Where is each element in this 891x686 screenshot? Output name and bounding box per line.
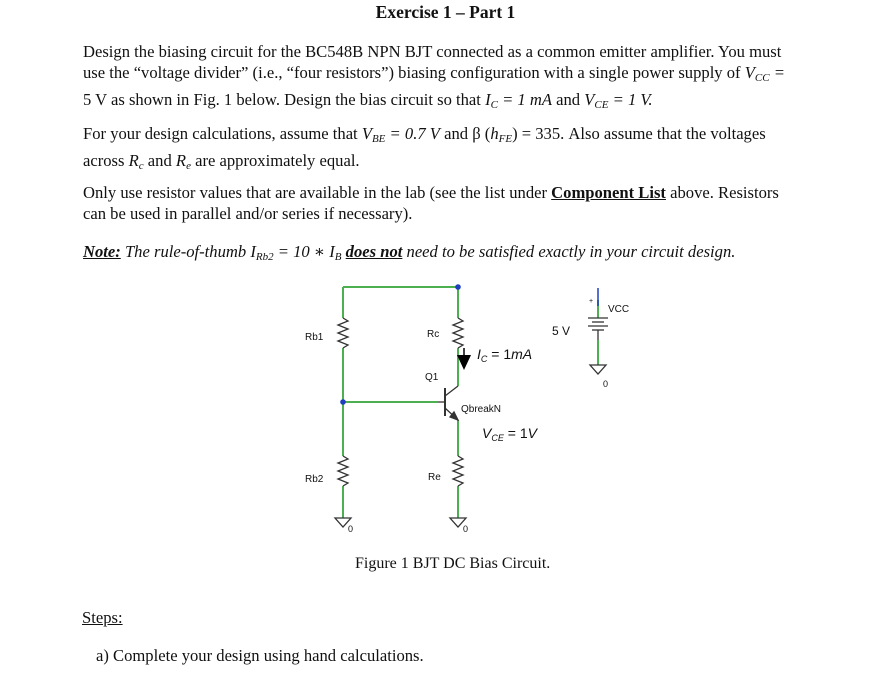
para3-line1 xyxy=(83,182,851,203)
para3-line1-text: Only use resistor values that are available in the lab (see the list under xyxy=(83,183,552,202)
para1-line2 xyxy=(83,62,851,89)
vcc-equation: $V_{CC}$ = xyxy=(744,63,785,84)
wires xyxy=(343,287,598,518)
para2-line2: across $R_c$ and $R_e$ are approximately equal. xyxy=(83,151,360,172)
vcc-label: VCC xyxy=(608,304,630,315)
rb1-resistor xyxy=(338,318,348,348)
note-label: Note: xyxy=(83,242,121,261)
para1-line3-text: 5 V as shown in Fig. 1 below. Design the bias circuit so that xyxy=(83,90,486,109)
note xyxy=(83,241,851,268)
paragraph-3 xyxy=(83,182,851,224)
ground-label: 0 xyxy=(463,524,469,534)
note-text: The rule-of-thumb xyxy=(120,242,251,261)
component-list-link[interactable]: Component List xyxy=(551,183,666,202)
ground-label: 0 xyxy=(603,379,609,389)
note-text-end: need to be satisfied exactly in your circuit design. xyxy=(402,242,736,261)
ic-equation: $I_C = 1$ mA xyxy=(485,90,552,111)
and-text: and xyxy=(552,90,585,109)
para1-line3 xyxy=(83,89,851,116)
re-resistor xyxy=(453,456,463,486)
caption-text: Figure 1 BJT DC Bias Circuit. xyxy=(355,555,551,572)
ground-icon xyxy=(590,365,606,374)
para2-line1-text: For your design calculations, assume that xyxy=(83,124,362,143)
ground-label: 0 xyxy=(348,524,354,534)
para3-line2: can be used in parallel and/or series if necessary). xyxy=(83,204,413,223)
vce-equation: $V_{CE} = 1$ V. xyxy=(584,90,653,111)
supply-value: 5 V xyxy=(552,324,571,338)
para1-line1: Design the biasing circuit for the BC548B NPN BJT connected as a common emitter amplifier. You must xyxy=(83,42,782,61)
rc-resistor xyxy=(453,318,463,348)
node-vcc xyxy=(455,284,461,290)
vbe-equation: $V_{BE} = 0.7$ V xyxy=(361,124,440,145)
qbreakn-label: QbreakN xyxy=(461,404,502,415)
re-label: Re xyxy=(428,472,441,483)
rc-label: Rc xyxy=(427,329,440,340)
paragraph-1 xyxy=(83,41,851,116)
steps-heading: Steps: xyxy=(82,608,123,627)
rb1-label: Rb1 xyxy=(305,332,324,343)
q1-label: Q1 xyxy=(425,372,439,383)
rb2-resistor xyxy=(338,456,348,486)
beta-text: and β $(h_{FE}) = 335$. Also assume that the voltages xyxy=(439,124,766,145)
bjt-bias-circuit-diagram xyxy=(0,270,891,550)
does-not-emphasis: does not xyxy=(345,242,403,261)
paragraph-2 xyxy=(83,123,851,177)
vce-annotation: $V_{CE} = 1V$ xyxy=(482,425,537,443)
current-arrow-icon xyxy=(457,355,471,370)
page-title: Exercise 1 – Part 1 xyxy=(375,2,516,22)
step-a: a) Complete your design using hand calculations. xyxy=(96,646,424,665)
node-base xyxy=(340,399,346,405)
para3-line1-end: above. Resistors xyxy=(665,183,779,202)
transistor-q1 xyxy=(438,386,458,420)
para2-line1 xyxy=(83,123,851,150)
irb2-equation: $I_{Rb2} = 10$ ∗ $I_B$ xyxy=(250,242,342,263)
ic-annotation: $I_C = 1mA$ xyxy=(477,346,533,364)
rb2-label: Rb2 xyxy=(305,474,324,485)
para1-line2-text: use the “voltage divider” (i.e., “four resistors”) biasing configuration with a single power supply of xyxy=(83,63,745,82)
ground-symbols xyxy=(335,365,609,527)
plus-sign: + xyxy=(589,298,594,305)
